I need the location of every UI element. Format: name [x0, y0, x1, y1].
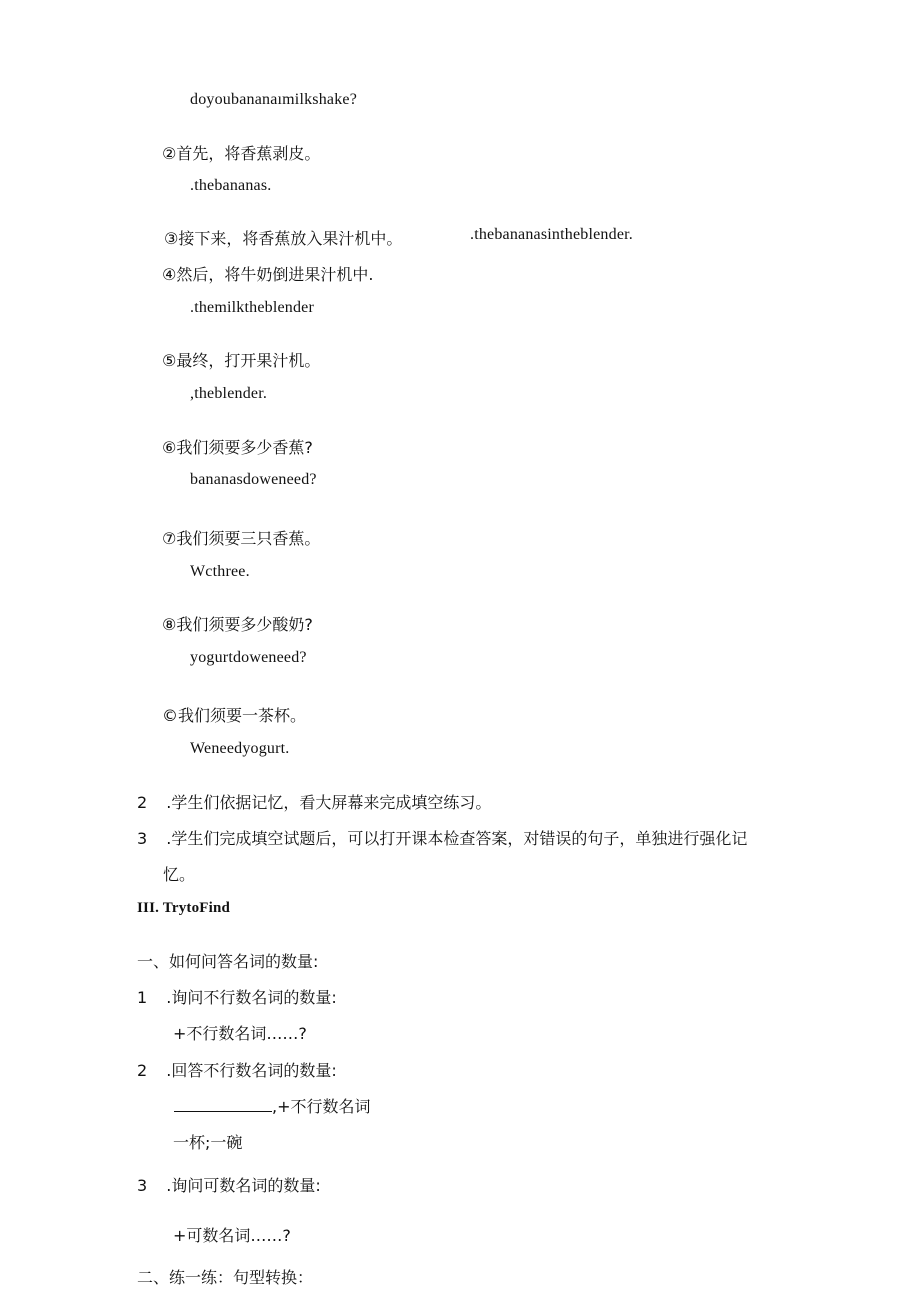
dialogue-9-chinese: ©我们须要一茶杯。 [162, 706, 307, 725]
step-3-continuation: 忆。 [163, 865, 196, 884]
question-1-pattern: +不行数名词……? [173, 1024, 307, 1043]
question-1 [137, 985, 337, 1008]
question-1-number: 1 [137, 988, 148, 1007]
dialogue-3-english: .thebananasintheblender. [470, 226, 633, 243]
dialogue-2-chinese: ②首先，将香蕉剥皮。 [162, 144, 321, 163]
question-3-text: .询问可数名词的数量: [166, 1176, 321, 1195]
question-2-pattern: ,+不行数名词 [272, 1097, 371, 1116]
step-2-text: .学生们依据记忆，看大屏幕来完成填空练习。 [166, 793, 492, 812]
step-3-number: 3 [137, 829, 148, 848]
dialogue-4-chinese: ④然后，将牛奶倒进果汁机中. [162, 265, 374, 284]
dialogue-9-english: Weneedyogurt. [190, 740, 290, 757]
question-2-examples: 一杯;一碗 [173, 1133, 243, 1152]
dialogue-8-english: yogurtdoweneed? [190, 649, 307, 666]
question-2-text: .回答不行数名词的数量: [166, 1061, 337, 1080]
step-2 [137, 790, 491, 813]
fill-in-blank [174, 1097, 272, 1112]
question-3-pattern: +可数名词……? [173, 1226, 291, 1245]
question-2-answer-line [174, 1094, 371, 1117]
dialogue-6-chinese: ⑥我们须要多少香蕉? [162, 438, 313, 457]
step-3-text: .学生们完成填空试题后，可以打开课本检查答案，对错误的句子，单独进行强化记 [166, 829, 748, 848]
dialogue-5-english: ,theblender. [190, 385, 268, 402]
dialogue-7-english: Wcthree. [190, 563, 250, 580]
dialogue-line-1: doyoubananaımilkshake? [190, 91, 358, 108]
dialogue-8-chinese: ⑧我们须要多少酸奶? [162, 615, 313, 634]
question-3-number: 3 [137, 1176, 148, 1195]
dialogue-3-chinese: ③接下来，将香蕉放入果汁机中。 [164, 229, 403, 248]
part-2-title: 二、练一练：句型转换： [137, 1268, 314, 1287]
question-1-text: .询问不行数名词的数量: [166, 988, 337, 1007]
dialogue-2-english: .thebananas. [190, 177, 272, 194]
dialogue-7-chinese: ⑦我们须要三只香蕉。 [162, 529, 321, 548]
question-3 [137, 1173, 321, 1196]
part-1-title: 一、如何问答名词的数量: [137, 952, 319, 971]
dialogue-5-chinese: ⑤最终，打开果汁机。 [162, 351, 321, 370]
step-3 [137, 826, 747, 849]
dialogue-4-english: .themilktheblender [190, 299, 315, 316]
question-2-number: 2 [137, 1061, 148, 1080]
dialogue-6-english: bananasdoweneed? [190, 471, 317, 488]
question-2 [137, 1058, 337, 1081]
step-2-number: 2 [137, 793, 148, 812]
section-heading: III. TrytoFind [137, 900, 231, 916]
